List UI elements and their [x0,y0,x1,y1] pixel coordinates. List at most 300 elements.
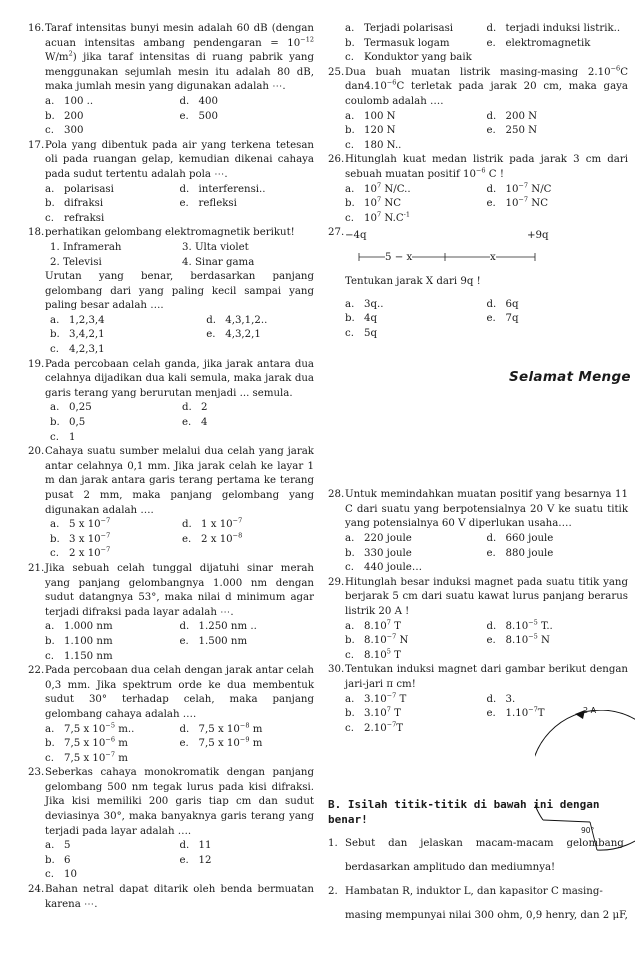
option-text: 6 [64,854,71,866]
answer-option [487,312,629,327]
answer-option [345,37,487,52]
question-text: Cahaya suatu sumber melalui dua celah yang jarak antar celahnya 0,1 mm. Jika jarak celah ke layar 1 m dan jarak antara garis terang pertama ke terang pusat 2 mm, maka panjang gelombang yang digunakan adalah …. [45,446,314,516]
answer-option [487,183,629,198]
question-number: 17. [28,139,45,151]
question-number: 19. [28,358,45,370]
question-text: Jika sebuah celah tunggal dijatuhi sinar merah yang panjang gelombangnya 1.000 nm dengan sudut datangnya 53°, maka nilai d minimum agar terjadi difraksi pada layar adalah ⋯. [45,562,314,618]
option-text: 400 [198,95,218,107]
option-text: $2.10^{-7}T$ [364,720,404,734]
option-text: 7q [505,313,519,325]
option-text: elektromagnetik [505,37,591,49]
option-letter: b. [345,635,355,647]
option-text: 250 N [505,125,538,137]
options [50,401,314,445]
question-number: 27. [328,227,345,239]
answer-option [182,416,314,431]
option-letter: c. [345,212,354,224]
answer-option [345,298,487,313]
answer-option [50,401,182,416]
option-text: 500 [198,110,218,122]
option-text: 7,5 x $10^{-8}$ m [198,721,263,735]
option-letter: b. [50,533,60,545]
option-text: 11 [198,840,212,852]
answer-option [50,547,182,562]
option-letter: d. [179,621,190,633]
option-text: 330 joule [364,547,412,559]
greeting-banner: Selamat Menge [509,369,631,385]
option-text: interferensi.. [198,183,266,195]
answer-option [487,110,629,125]
option-text: 4,2,3,1 [69,344,105,356]
option-letter: e. [179,635,189,647]
charge-diagram [345,229,628,271]
option-letter: d. [179,723,190,735]
answer-option [180,620,315,635]
answer-option [180,197,315,212]
option-letter: a. [345,620,355,632]
question-text: Tentukan jarak X dari 9q ! [345,275,481,287]
option-letter: a. [45,95,55,107]
answer-option [345,312,487,327]
option-text: $10^{-7}$ N/C [505,181,552,195]
option-letter: d. [486,183,497,195]
option-letter: b. [345,125,355,137]
option-text: 3,4,2,1 [69,329,105,341]
option-letter: b. [45,198,55,210]
options [345,620,628,664]
options [50,518,314,562]
option-letter: a. [45,840,55,852]
question-text: Pola yang dibentuk pada air yang terkena tetesan oli pada ruangan gelap, kemudian dikenai cahaya pada sudut tertentu adalah pola ⋯. [45,139,314,180]
answer-option [487,197,629,212]
question-26 [328,153,628,226]
answer-option [182,518,314,533]
answer-option [50,416,182,431]
question-18 [28,226,314,357]
answer-option [206,314,314,329]
question-number: 30. [328,664,345,676]
answer-option [345,110,487,125]
option-letter: e. [486,635,496,647]
option-text: 440 joule… [364,562,423,574]
option-text: 100 N [364,110,396,122]
question-text: Dua buah muatan listrik masing-masing $2.10^{-6}C$ $dan4.10^{-6}C$ terletak pada jarak 20 cm, maka gaya coulomb adalah …. [345,64,628,107]
option-text: 300 [64,125,84,137]
answer-option [180,854,315,869]
answer-option [345,649,487,664]
option-text: $10^{-7}$ NC [505,195,549,210]
option-letter: a. [345,533,355,545]
answer-option [345,693,487,708]
option-letter: a. [50,519,60,531]
answer-option [45,868,180,883]
options [45,723,314,767]
spacer [328,341,628,488]
list-item: 2. Televisi [50,256,102,268]
question-number: 29. [328,576,345,588]
option-text: 2 x $10^{-7}$ [69,545,111,560]
answer-option [345,327,487,342]
option-text: terjadi induksi listrik.. [505,23,621,34]
answer-option [50,431,182,446]
essay-text: Hambatan R, induktor L, dan kapasitor C masing- [345,885,603,897]
answer-option [345,707,487,722]
option-text: Terjadi polarisasi [364,23,454,34]
option-letter: b. [345,313,355,325]
option-letter: c. [45,650,54,662]
question-27 [328,226,628,341]
answer-option [345,197,487,212]
option-text: 1.100 nm [64,635,113,647]
option-letter: b. [50,329,60,341]
option-text: 6q [505,298,519,310]
question-text: Untuk memindahkan muatan positif yang besarnya 11 C dari suatu yang berpotensialnya 20 V ke suatu titik yang potensialnya 60 V diperlukan usaha…. [345,489,628,530]
option-letter: c. [345,52,354,64]
option-letter: e. [486,198,496,210]
answer-option [180,95,315,110]
option-letter: c. [45,869,54,881]
question-number: 24. [28,884,45,896]
section-b-title: B. Isilah titik-titik di bawah ini dengan benar! [328,798,600,826]
question-16 [28,22,314,139]
option-letter: e. [206,329,216,341]
option-letter: d. [206,314,216,326]
option-text: 3 x $10^{-7}$ [69,531,111,545]
option-letter: e. [486,547,496,559]
option-letter: d. [486,298,497,310]
answer-option [487,547,629,562]
option-text: Termasuk logam [364,37,450,49]
options [45,620,314,664]
question-number: 22. [28,665,45,677]
option-letter: d. [486,620,497,632]
magnetic-loop-figure [535,706,635,894]
option-text: 1,2,3,4 [69,314,105,326]
question-text: perhatikan gelombang elektromagnetik berikut! [45,227,295,239]
option-text: $10^7$ N/C.. [364,181,411,195]
answer-option [345,183,487,198]
segment-left-label: 5 − x [385,251,412,266]
option-letter: e. [486,37,496,49]
option-text: 5 x $10^{-7}$ [69,516,111,531]
answer-option [345,22,487,37]
option-text: 4,3,2,1 [225,329,261,341]
question-29 [328,576,628,664]
answer-option [345,722,487,737]
option-text: 4,3,1,2.. [225,314,268,326]
option-text: 100 .. [64,95,94,107]
option-letter: b. [345,708,355,720]
option-letter: a. [345,693,355,705]
answer-option [50,328,206,343]
current-label: 2 A [583,706,597,715]
segment-right-label: x [490,251,496,266]
option-letter: e. [179,854,189,866]
option-letter: e. [486,313,496,325]
option-letter: b. [345,547,355,559]
answer-option [345,532,487,547]
option-letter: b. [45,854,55,866]
option-letter: d. [486,693,497,705]
distance-line [345,241,575,271]
answer-option [50,518,182,533]
answer-option [45,635,180,650]
answer-option [182,533,314,548]
question-text: Hitunglah kuat medan listrik pada jarak 3 cm dari sebuah muatan positif $10^{-6}$ C ! [345,154,628,180]
option-letter: d. [486,23,497,34]
options [345,298,628,342]
answer-option [345,51,487,66]
answer-option [45,212,180,227]
option-text: 1.250 nm .. [198,621,257,633]
list-item: 4. Sinar gama [182,256,255,268]
option-text: 1 x $10^{-7}$ [201,516,243,531]
option-text: 120 N [364,125,396,137]
option-letter: d. [179,183,190,195]
option-text: difraksi [64,198,104,210]
option-letter: b. [45,110,55,122]
option-letter: d. [486,533,497,545]
question-number: 25. [328,66,345,78]
question-22 [28,664,314,766]
answer-option [45,752,180,767]
question-text: Hitunglah besar induksi magnet pada suatu titik yang berjarak 5 cm dari suatu kawat lurus panjang berarus listrik 20 A ! [345,576,628,618]
answer-option [180,110,315,125]
options [345,110,628,154]
option-text: $10^7$ NC [364,195,402,210]
option-letter: c. [45,212,54,224]
answer-option [50,314,206,329]
option-text: 12 [198,854,212,866]
answer-option [45,854,180,869]
option-letter: d. [486,110,497,122]
list-item: 1. Inframerah [50,241,122,253]
question-number: 21. [28,562,45,574]
answer-option [345,212,487,227]
option-text: 3q.. [364,298,384,310]
question-number: 16. [28,23,45,34]
answer-option [487,298,629,313]
question-text: Tentukan induksi magnet dari gambar berikut dengan jari-jari π cm! [345,664,628,690]
answer-option [487,693,629,708]
option-text: 2 x $10^{-8}$ [201,531,243,545]
answer-option [45,197,180,212]
answer-option [45,124,180,139]
option-letter: a. [45,723,55,735]
option-text: $1.10^{-7}T$ [505,705,545,720]
answer-option [206,328,314,343]
option-text: 10 [64,869,77,881]
option-letter: e. [182,417,192,429]
option-text: 8.10$^7$ T [364,618,401,632]
answer-option [50,343,206,358]
option-text: 200 N [505,110,538,122]
question-19 [28,358,314,446]
option-letter: a. [345,298,355,310]
option-letter: c. [345,722,354,734]
option-text: polarisasi [64,183,114,195]
answer-option [345,634,487,649]
option-letter: b. [45,738,55,750]
option-letter: e. [179,198,189,210]
question-number: 26. [328,154,345,166]
answer-option [345,561,487,576]
option-text: 7,5 x $10^{-5}$ m.. [64,721,135,735]
option-letter: d. [182,519,192,531]
option-letter: c. [50,431,59,443]
option-letter: a. [345,23,355,34]
question-text: Taraf intensitas bunyi mesin adalah 60 dB (dengan acuan intensitas ambang pendengaran = $10^{-12}$ $W/m^2$) jika taraf intensitas di ruang pabrik yang menggunakan sejumlah mesin itu adalah 80 dB, maka jumlah mesin yang digunakan adalah ⋯. [45,23,314,93]
answer-option [487,532,629,547]
options [45,839,314,883]
charge-left-label: −4q [345,229,367,241]
answer-option [45,95,180,110]
option-text: 1.500 nm [198,635,248,647]
option-text: $8.10^{-5}$ T.. [505,618,553,632]
option-text: 7,5 x $10^{-7}$ m [64,750,128,764]
answer-option [345,139,487,154]
option-text: refraksi [64,212,105,224]
question-text: Bahan netral dapat ditarik oleh benda bermuatan karena ⋯. [45,884,314,910]
option-text: 180 N.. [364,139,402,151]
question-23 [28,766,314,883]
option-text: 5 [64,840,71,852]
option-text: 7,5 x $10^{-9}$ m [198,735,263,750]
option-letter: a. [50,314,60,326]
option-letter: e. [182,533,192,545]
option-letter: a. [345,110,355,122]
answer-option [45,839,180,854]
option-text: 8.10$^5$ T [364,647,401,661]
option-text: $3.10^{-7}$ T [364,691,407,705]
option-text: $8.10^{-5}$ N [505,632,550,647]
options [345,532,628,576]
option-letter: b. [345,37,355,49]
angle-label: 90° [581,826,595,835]
option-letter: e. [486,708,496,720]
answer-option [487,634,629,649]
option-text: 2 [201,402,208,414]
essay-text: masing mempunyai nilai 300 ohm, 0,9 henry, dan 2 μF, [345,909,628,921]
answer-option [180,635,315,650]
answer-option [45,110,180,125]
option-text: 1 [69,431,76,443]
option-letter: d. [179,95,190,107]
option-letter: a. [45,183,55,195]
option-text: 0,25 [69,402,92,414]
option-text: 200 [64,110,84,122]
option-text: 4 [201,417,208,429]
option-letter: c. [345,649,354,661]
option-text: 1.150 nm [64,650,113,662]
option-letter: a. [345,183,355,195]
option-letter: e. [179,110,189,122]
question-text: Pada percobaan dua celah dengan jarak antar celah 0,3 mm. Jika spektrum orde ke dua membentuk sudut 30° terhadap celah, maka panjang gelombang cahaya adalah …. [45,665,314,720]
option-letter: e. [179,738,189,750]
question-21 [28,562,314,664]
answer-option [487,124,629,139]
question-text: Pada percobaan celah ganda, jika jarak antara dua celahnya dijadikan dua kali semula, maka jarak dua garis terang yang berurutan menjadi ... semula. [45,358,314,399]
question-24 [28,883,314,912]
option-text: 4q [364,313,378,325]
option-text: 3.10$^7$ T [364,705,401,720]
option-text: $8.10^{-7}$ N [364,632,409,647]
options [50,314,314,358]
answer-option [345,620,487,635]
question-25 [328,66,628,154]
answer-option [45,620,180,635]
question-17 [28,139,314,227]
option-text: 1.000 nm [64,621,113,633]
option-letter: a. [50,402,60,414]
essay-number: 1. [328,837,338,849]
answer-option [180,839,315,854]
option-letter: b. [50,417,60,429]
option-letter: c. [50,548,59,560]
answer-option [345,124,487,139]
option-text: 660 joule [505,533,554,545]
question-text-continued: Urutan yang benar, berdasarkan panjang gelombang dari yang paling kecil sampai yang paling besar adalah …. [45,271,314,312]
option-letter: c. [50,344,59,356]
question-number: 23. [28,767,45,779]
option-text: 880 joule [505,547,554,559]
wave-list [50,241,314,270]
option-letter: c. [45,125,54,137]
option-text: 220 joule [364,533,412,545]
option-letter: b. [345,198,355,210]
answer-option [182,401,314,416]
loop-arc-drawing [535,710,635,890]
answer-option [345,547,487,562]
option-text: 3. [505,693,516,705]
option-letter: c. [345,139,354,151]
options [45,95,314,139]
option-letter: c. [45,752,54,764]
option-text: 7,5 x $10^{-6}$ m [64,735,128,750]
q24-options [345,22,628,66]
question-number: 20. [28,446,45,458]
option-text: Konduktor yang baik [364,52,472,64]
answer-option [487,37,629,52]
option-letter: e. [486,125,496,137]
option-text: refleksi [198,198,237,210]
option-letter: c. [345,562,354,574]
option-letter: d. [182,402,192,414]
answer-option [45,183,180,198]
answer-option [487,620,629,635]
option-letter: c. [345,327,354,339]
option-letter: a. [45,621,55,633]
question-text: Seberkas cahaya monokromatik dengan panjang gelombang 500 nm tegak lurus pada kisi difraksi. Jika kisi memiliki 200 garis tiap cm dan sudut deviasinya 30°, maka banyaknya garis terang yang terjadi pada layar adalah …. [45,767,314,837]
answer-option [487,22,629,37]
question-number: 18. [28,227,45,239]
question-20 [28,445,314,562]
essay-text: Sebut dan jelaskan macam-macam gelombang [345,837,624,849]
answer-option [45,650,180,665]
option-text: $10^7$ $N.C^{-1}$ [364,210,410,224]
options [45,183,314,227]
question-28 [328,488,628,576]
charge-right-label: +9q [527,229,549,241]
answer-option [180,737,315,752]
list-item: 3. Ulta violet [182,241,249,253]
option-text: 0,5 [69,417,86,429]
option-letter: d. [179,840,190,852]
options [345,183,628,227]
answer-option [50,533,182,548]
option-letter: b. [45,635,55,647]
essay-text: berdasarkan amplitudo dan mediumnya! [345,861,556,873]
